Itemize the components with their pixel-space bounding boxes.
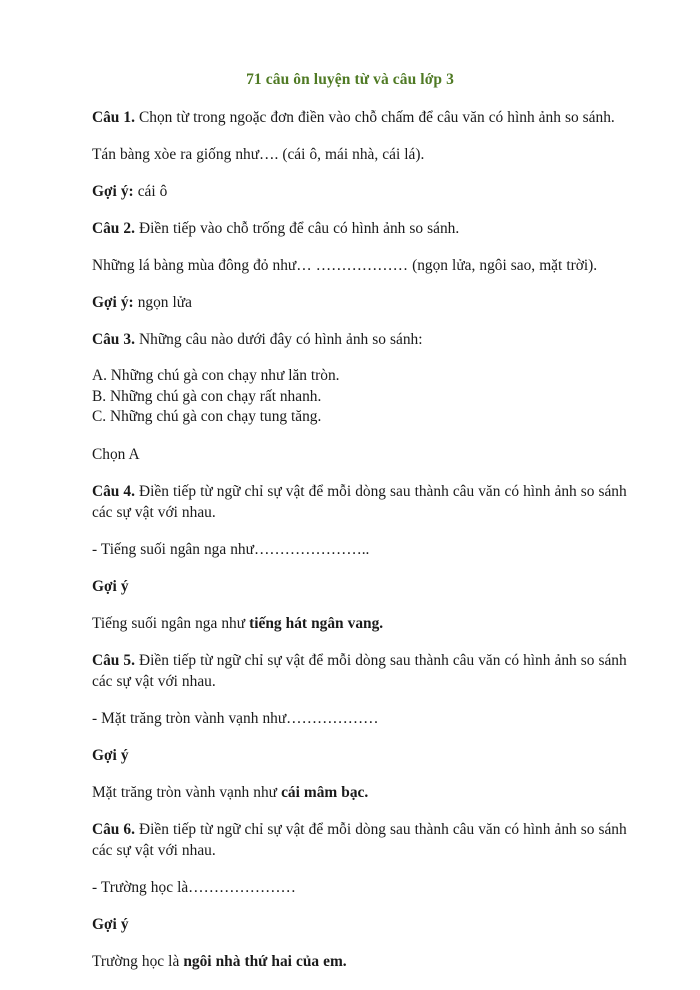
question-5-prompt [92,650,632,692]
question-1-text: Chọn từ trong ngoặc đơn điền vào chỗ chấm để câu văn có hình ảnh so sánh. [134,109,615,126]
question-3-options [92,366,632,428]
question-2-label: Câu 2. [92,220,135,237]
question-2-hint [92,292,632,313]
question-1-sentence: Tán bàng xòe ra giống như…. (cái ô, mái nhà, cái lá). [92,146,425,163]
question-4-prompt [92,481,632,523]
question-3-prompt [92,329,632,350]
page-title: 71 câu ôn luyện từ và câu lớp 3 [246,71,454,88]
option-b: B. Những chú gà con chạy rất nhanh. [92,387,322,405]
answer-prefix-4: Tiếng suối ngân nga như [92,614,250,632]
question-6-prompt [92,819,632,861]
question-6-text: Điền tiếp từ ngữ chỉ sự vật để mỗi dòng sau thành câu văn có hình ảnh so sánh các sự vật với nhau. [92,820,627,859]
answer-prefix-5: Mặt trăng tròn vành vạnh như [92,783,282,801]
question-1-label: Câu 1. [92,109,135,126]
question-1-hint [92,181,632,202]
answer-prefix-6: Trường học là [92,952,184,970]
question-5-answer [92,782,632,803]
question-2-text: Điền tiếp vào chỗ trống để câu có hình ảnh so sánh. [134,220,460,237]
option-a: A. Những chú gà con chạy như lăn tròn. [92,367,340,384]
question-4-text: Điền tiếp từ ngữ chỉ sự vật để mỗi dòng sau thành câu văn có hình ảnh so sánh các sự vật với nhau. [92,482,627,521]
question-3-label: Câu 3. [92,331,135,348]
hint-label-6: Gợi ý [92,915,129,933]
question-6-answer [92,951,632,972]
hint-label-5: Gợi ý [92,746,129,764]
question-6-sentence: - Trường học là………………… [92,878,296,896]
option-c: C. Những chú gà con chạy tung tăng. [92,408,322,425]
question-4-hint-label [92,576,632,597]
answer-bold-4: tiếng hát ngân vang. [249,614,384,632]
question-5-label: Câu 5. [92,651,135,669]
question-5-hint-label [92,745,632,766]
answer-bold-5: cái mâm bạc. [281,783,369,801]
question-3-answer: Chọn A [92,445,140,463]
hint-label-2: Gợi ý: [92,294,134,311]
hint-label-4: Gợi ý [92,577,129,595]
question-2-prompt [92,218,632,239]
hint-text-1: cái ô [133,183,168,200]
question-5-text: Điền tiếp từ ngữ chỉ sự vật để mỗi dòng sau thành câu văn có hình ảnh so sánh các sự vật với nhau. [92,651,627,690]
question-1-prompt [92,107,632,128]
answer-bold-6: ngôi nhà thứ hai của em. [183,952,347,970]
question-4-answer [92,613,632,634]
hint-label-1: Gợi ý: [92,183,134,200]
question-3-text: Những câu nào dưới đây có hình ảnh so sánh: [134,331,423,348]
question-5-sentence: - Mặt trăng tròn vành vạnh như……………… [92,709,379,727]
hint-text-2: ngọn lửa [133,294,192,311]
question-4-sentence: - Tiếng suối ngân nga như………………….. [92,540,370,558]
question-6-hint-label [92,914,632,935]
question-6-label: Câu 6. [92,820,135,838]
question-4-label: Câu 4. [92,482,135,500]
question-2-sentence: Những lá bàng mùa đông đỏ như… ……………… (ngọn lửa, ngôi sao, mặt trời). [92,257,598,274]
